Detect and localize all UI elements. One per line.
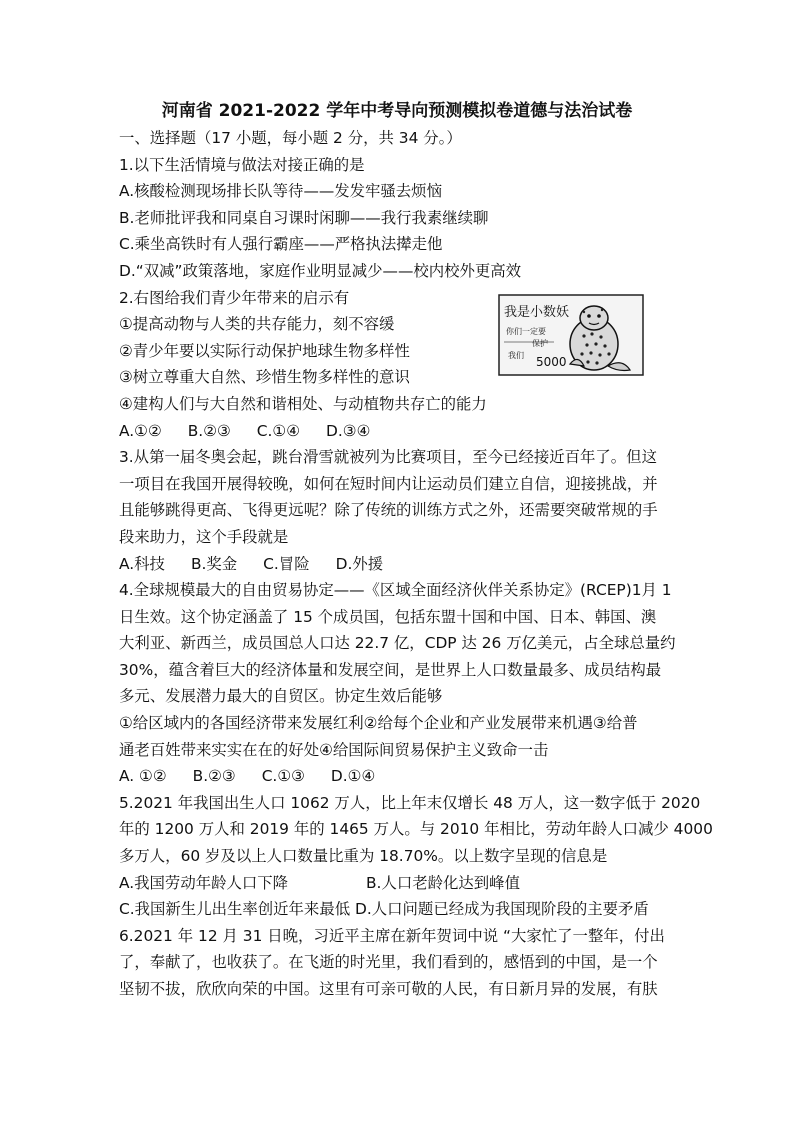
q4-line-3: 大利亚、新西兰，成员国总人口达 22.7 亿，CDP 达 26 万亿美元，占全球总量约 bbox=[119, 634, 676, 653]
q2-option-d: D.③④ bbox=[326, 421, 371, 440]
q3-option-a: A.科技 bbox=[119, 554, 165, 573]
q2-item-2: ②青少年要以实际行动保护地球生物多样性 bbox=[119, 341, 410, 360]
q3-line-2: 一项目在我国开展得较晚，如何在短时间内让运动员们建立自信，迎接挑战，并 bbox=[119, 474, 658, 493]
q4-line-2: 日生效。这个协定涵盖了 15 个成员国，包括东盟十国和中国、日本、韩国、澳 bbox=[119, 607, 657, 626]
q6-line-2: 了，奉献了，也收获了。在飞逝的时光里，我们看到的，感悟到的中国，是一个 bbox=[119, 953, 658, 972]
q5-option-a: A.我国劳动年龄人口下降 bbox=[119, 873, 289, 892]
q3-option-d: D.外援 bbox=[335, 554, 384, 573]
q5-option-b: B.人口老龄化达到峰值 bbox=[366, 873, 520, 892]
q1-stem: 1.以下生活情境与做法对接正确的是 bbox=[119, 155, 365, 174]
q2-item-1: ①提高动物与人类的共存能力，刻不容缓 bbox=[119, 315, 395, 334]
q3-line-4: 段来助力，这个手段就是 bbox=[119, 527, 289, 546]
q2-cartoon-image bbox=[498, 294, 644, 376]
q4-line-5: 多元、发展潜力最大的自贸区。协定生效后能够 bbox=[119, 687, 443, 706]
exam-content bbox=[119, 125, 713, 1003]
q4-option-c: C.①③ bbox=[261, 767, 305, 786]
q1-option-a: A.核酸检测现场排长队等待——发发牢骚去烦恼 bbox=[119, 182, 442, 201]
q3-line-3: 且能够跳得更高、飞得更远呢？除了传统的训练方式之外，还需要突破常规的手 bbox=[119, 501, 658, 520]
q4-line-4: 30%，蕴含着巨大的经济体量和发展空间，是世界上人口数量最多、成员结构最 bbox=[119, 660, 662, 679]
page-title: 河南省 2021-2022 学年中考导向预测模拟卷道德与法治试卷 bbox=[161, 101, 633, 121]
q3-option-c: C.冒险 bbox=[263, 554, 310, 573]
q1-option-b: B.老师批评我和同桌自习课时闲聊——我行我素继续聊 bbox=[119, 208, 489, 227]
q2-options bbox=[119, 418, 679, 445]
q2-item-3: ③树立尊重大自然、珍惜生物多样性的意识 bbox=[119, 368, 410, 387]
q5-option-d: D.人口问题已经成为我国现阶段的主要矛盾 bbox=[355, 900, 649, 919]
q1-option-c: C.乘坐高铁时有人强行霸座——严格执法撵走他 bbox=[119, 235, 443, 254]
q4-options bbox=[119, 763, 679, 790]
q5-options-row-2 bbox=[119, 896, 679, 923]
q4-option-b: B.②③ bbox=[192, 767, 236, 786]
cartoon-drawing bbox=[498, 294, 644, 376]
q5-option-c: C.我国新生儿出生率创近年来最低 bbox=[119, 900, 351, 919]
q3-option-b: B.奖金 bbox=[190, 554, 238, 573]
q2-option-c: C.①④ bbox=[256, 421, 301, 440]
q3-options bbox=[119, 551, 679, 578]
q6-line-3: 坚韧不拔，欣欣向荣的中国。这里有可亲可敬的人民，有日新月异的发展，有肤 bbox=[119, 980, 658, 998]
q5-options-row-1 bbox=[119, 870, 679, 897]
q4-line-7: 通老百姓带来实实在在的好处④给国际间贸易保护主义致命一击 bbox=[119, 740, 549, 759]
q5-line-2: 年的 1200 万人和 2019 年的 1465 万人。与 2010 年相比，劳动年龄人口减少 4000 bbox=[119, 820, 713, 839]
q2-option-b: B.②③ bbox=[187, 421, 231, 440]
q4-line-1: 4.全球规模最大的自由贸易协定——《区域全面经济伙伴关系协定》(RCEP)1月 1 bbox=[119, 581, 672, 600]
cartoon-caption-left-1: 你们一定要 bbox=[506, 327, 546, 336]
q4-line-6: ①给区域内的各国经济带来发展红利②给每个企业和产业发展带来机遇③给普 bbox=[119, 714, 638, 733]
section-heading: 一、选择题（17 小题，每小题 2 分，共 34 分。） bbox=[119, 129, 462, 147]
cartoon-caption-left-3: 我们 bbox=[508, 351, 524, 360]
q2-item-4: ④建构人们与大自然和谐相处、与动植物共存亡的能力 bbox=[119, 394, 487, 413]
q6-line-1: 6.2021 年 12 月 31 日晚，习近平主席在新年贺词中说 “大家忙了一整年，付出 bbox=[119, 926, 665, 945]
q5-line-3: 多万人，60 岁及以上人口数量比重为 18.70%。以上数字呈现的信息是 bbox=[119, 847, 608, 866]
q5-line-1: 5.2021 年我国出生人口 1062 万人，比上年末仅增长 48 万人，这一数字低于 2020 bbox=[119, 793, 701, 812]
q4-option-a: A. ①② bbox=[119, 767, 167, 786]
q3-line-1: 3.从第一届冬奥会起，跳台滑雪就被列为比赛项目，至今已经接近百年了。但这 bbox=[119, 448, 657, 467]
q2-option-a: A.①② bbox=[119, 421, 162, 440]
cartoon-caption-bottom: 5000 bbox=[536, 355, 567, 369]
cartoon-caption-top: 我是小数妖 bbox=[504, 305, 570, 320]
q4-option-d: D.①④ bbox=[330, 767, 376, 786]
q1-option-d: D.“双减”政策落地，家庭作业明显减少——校内校外更高效 bbox=[119, 261, 522, 280]
q2-stem: 2.右图给我们青少年带来的启示有 bbox=[119, 288, 350, 307]
cartoon-caption-left-2: 保护 bbox=[532, 339, 548, 348]
